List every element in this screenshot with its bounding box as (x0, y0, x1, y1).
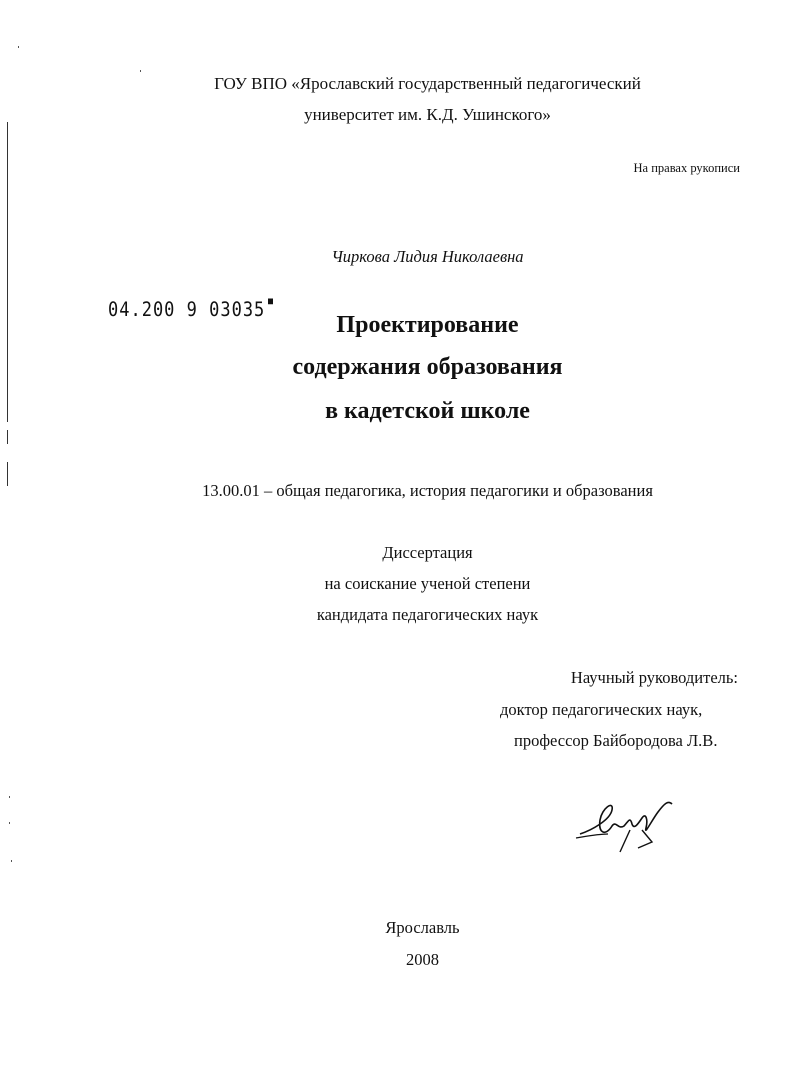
dissertation-line-1: Диссертация (382, 543, 473, 562)
supervisor-label: Научный руководитель: (570, 668, 738, 687)
title-line-3: в кадетской школе (325, 398, 530, 424)
specialty-line: 13.00.01 – общая педагогика, история педагогики и образования (202, 481, 653, 500)
scan-speck (18, 46, 19, 48)
title-line-2: содержания образования (292, 354, 563, 380)
supervisor-degree: доктор педагогических наук, (500, 700, 703, 719)
supervisor-name: профессор Байбородова Л.В. (514, 731, 718, 750)
dissertation-line-3: кандидата педагогических наук (316, 605, 539, 624)
archive-stamp-number: 04.200 9 03035 (108, 298, 266, 322)
institution-line-2: университет им. К.Д. Ушинского» (304, 105, 551, 124)
author-name: Чиркова Лидия Николаевна (331, 247, 524, 266)
title-line-1: Проектирование (336, 312, 519, 338)
institution-line-1: ГОУ ВПО «Ярославский государственный педагогический (214, 74, 641, 93)
city: Ярославль (385, 918, 460, 937)
dissertation-line-2: на соискание ученой степени (324, 574, 531, 593)
year: 2008 (406, 950, 439, 969)
rights-note: На правах рукописи (633, 161, 740, 175)
scan-speck (140, 70, 141, 72)
scan-speck (9, 822, 10, 824)
scan-margin-line (7, 430, 8, 444)
stamp-dot-icon (268, 299, 273, 305)
scan-speck (9, 796, 10, 798)
handwritten-signature (572, 790, 682, 860)
scan-speck (11, 860, 12, 862)
